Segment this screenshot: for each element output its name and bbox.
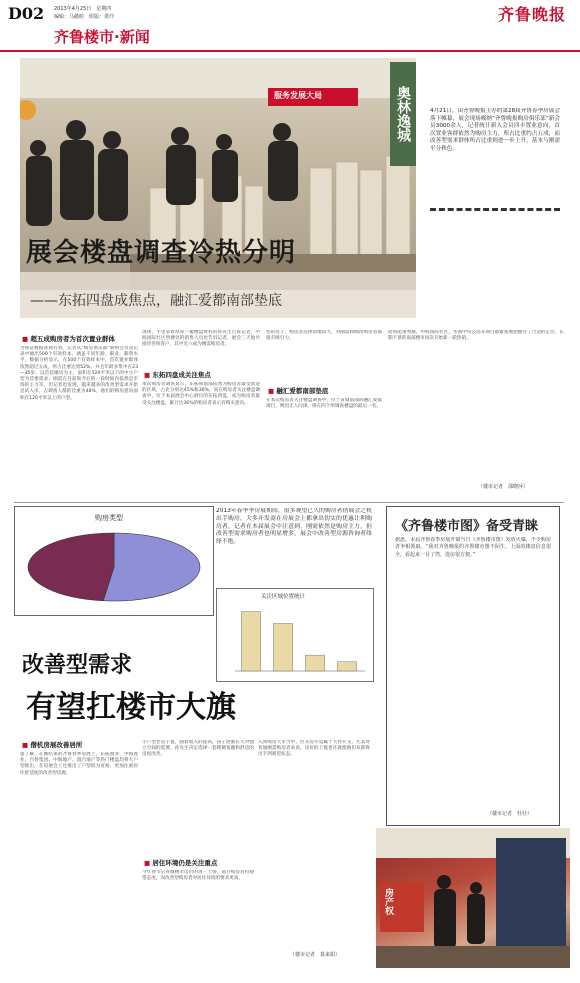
section-title: 齐鲁楼市·新闻 bbox=[54, 28, 150, 46]
dashed-divider bbox=[430, 208, 560, 211]
section2-col-2b: 今年春节后省城楼市房价的再一上扬，部分购房者持观望态度，而改善型购房者对居住环境的要求更高。 bbox=[142, 870, 254, 882]
pie-chart-svg bbox=[23, 525, 205, 609]
bar-4 bbox=[337, 662, 356, 671]
subhead-expo-upgrade: ■ 僧机房展改善居所 bbox=[22, 740, 82, 749]
editor-credits: 编辑：马懿暄 组版：委玲 bbox=[54, 14, 115, 20]
promo-byline: （楼市记者 杜壮） bbox=[487, 811, 533, 817]
bar-chart-title: 关注区域位置统计 bbox=[261, 594, 306, 600]
page-code: D02 bbox=[8, 4, 45, 23]
bar-1 bbox=[241, 612, 260, 671]
subhead-south-lowest: ■ 融汇爱都南部垫底 bbox=[268, 386, 328, 395]
section2-byline: （楼市记者 葛来娟） bbox=[290, 952, 341, 958]
article-col-4: 而鲁能领秀城、中海国际社区，华润中央公园等项目都紧张地把握住了合适的定位，长期不景的南部楼市再次开始新一轮热销。 bbox=[388, 330, 564, 342]
main-subheadline: ——东拓四盘成焦点，融汇爱都南部垫底 bbox=[30, 293, 282, 309]
section2-col-1: 提了解，在刚结束的齐鲁春季房展上，东拓置业、中海置业、百替集团、中海地产、置汽地产等热门楼盘均将大户型推出，在房展会上还推出了户型较为宽裕，更加注重居住舒适度的改善型房源。 bbox=[20, 752, 138, 776]
issue-date: 2013年4月25日 星期四 bbox=[54, 6, 112, 12]
bar-3 bbox=[305, 655, 324, 671]
section2-title-line1: 改善型需求 bbox=[22, 653, 133, 678]
pie-slice-1 bbox=[103, 533, 200, 601]
booth-sign-text: 房产权 bbox=[383, 888, 393, 915]
section2-col-2: 小户型老房子置，随着收入的提高，孩子逐渐长大对独立空间的需要，孙先生决定选择一套稍微宽敞和舒适的房屋改善。 bbox=[142, 740, 254, 758]
bar-chart-svg bbox=[221, 601, 369, 677]
section-divider bbox=[14, 502, 564, 503]
main-headline: 展会楼盘调查冷热分明 bbox=[26, 238, 297, 268]
intro-panel bbox=[416, 58, 564, 290]
buyer-type-chart bbox=[14, 506, 214, 616]
promo-title: 《齐鲁楼市图》备受青睐 bbox=[395, 519, 539, 534]
article-col-2: 本次购房者调查显示，东拓和南部依然为购房者最受欢迎的区域，占比分别达45%和36%，而在购房者关注楼盘调查中，位于本届展会中心展位的东拓四盘，成为购房者最受关注楼盘，累计达36%的购房者表示有购买意向。 bbox=[142, 382, 260, 406]
subhead-first-buyers: ■ 超五成购房者为首次置业群体 bbox=[22, 334, 115, 343]
intro-text: 4月21日，由齐鲁晚报主办的第28届齐鲁春季房展会落下帷幕，展会现场吸纳“齐鲁晚报购房俱乐部”新会员3000余人，记者统计新入会员四丰置业意向，首次置业客群依然为购房主力，所占比重约占五成，而改善型需求群体所占比重则进一步上升，基本与刚需平分秋色。 bbox=[430, 108, 560, 152]
pie-chart-title: 购房类型 bbox=[95, 514, 123, 522]
article-byline: （楼市记者 邵晓萍） bbox=[478, 484, 529, 490]
pie-slice-2 bbox=[28, 533, 114, 601]
article-col-3-top: 型的房子，购房者选择余地较大，对刚需和刚改购房者都很有吸引力。 bbox=[266, 330, 382, 342]
promo-text: 据悉，本届齐鲁春季房展开幕当日《齐鲁楼市图》发放火爆，不少购房者争相领取。“我对齐鲁晚报的齐鲁楼市图不陌生，上面的楼盘信息很全，看起来一目了然，选房很方便。” bbox=[395, 537, 551, 558]
expo-booth-photo bbox=[376, 828, 570, 968]
map-promo-box bbox=[386, 506, 560, 826]
subhead-east-projects: ■ 东拓四盘成关注焦点 bbox=[144, 370, 211, 379]
article-col-3: 在本次购房者关注楼盘调查中，位于省城南部的融汇爱都项目，则因无人问津，排在四个所调查楼盘的最后一名。 bbox=[266, 398, 382, 410]
subhead-environment: ■ 居住环境仍是关注重点 bbox=[144, 858, 217, 867]
newspaper-logo: 齐鲁晚报 bbox=[497, 5, 566, 24]
article-col-1: 为保证数据客观有效，记者从“购房俱乐部”新纳会员登记表中抽出500个有效样本，涵盖不同年龄、职业、薪资水平，数据分析显示，在500个有效样本中，首次置业群体依然超过五成，所占比重达到52%，并且年龄多集中在23—35岁，以首套婚房为主，面积在120平米以下的中小户型为首要需求；刚需在目前和今后的一段时间内依然是市场的主力军，但记者也发现，越来越多的改善型需求开始尝试入市，占调查人群的比重为48%，他们的购房意向面积在120平米以上的户型。 bbox=[20, 346, 138, 401]
booth-scene-graphic bbox=[376, 828, 570, 968]
section2-title-line2: 有望扛楼市大旗 bbox=[26, 690, 236, 725]
bar-2 bbox=[273, 623, 292, 671]
region-bar-chart bbox=[216, 588, 374, 682]
article-col-2-top: 现场，手里拿着厚厚一摞楼盘资料的孙先生告诉记者，中海国际社区售楼处的销售人员也告诉记者，展会三天他共接待咨询客户，其中近六成为刚需购房者。 bbox=[142, 330, 260, 348]
page-header bbox=[0, 0, 580, 58]
booth-sign: 奥林逸城 bbox=[390, 62, 416, 166]
section2-col-3: 入到购房大军当中，但买房毕竟属于大件开支，尤其对普通刚需购房者来说，房价的上涨也许就使他们从即将出手到观望状态。 bbox=[258, 740, 370, 758]
expo-banner-text: 服务发展大局 bbox=[274, 91, 322, 100]
header-divider bbox=[0, 50, 580, 52]
middle-article: 2013年春季季房展期间，很多观望已久的购房者借展会之机出手购房，大多开发商在房展会上都拿出切实的优惠让利购房者，记者在本届展会中注意到，刚需依然是购房主力，但改善型需求购房者也明显增多，展会中改善型房源咨询者络绎不绝。 bbox=[216, 508, 372, 546]
